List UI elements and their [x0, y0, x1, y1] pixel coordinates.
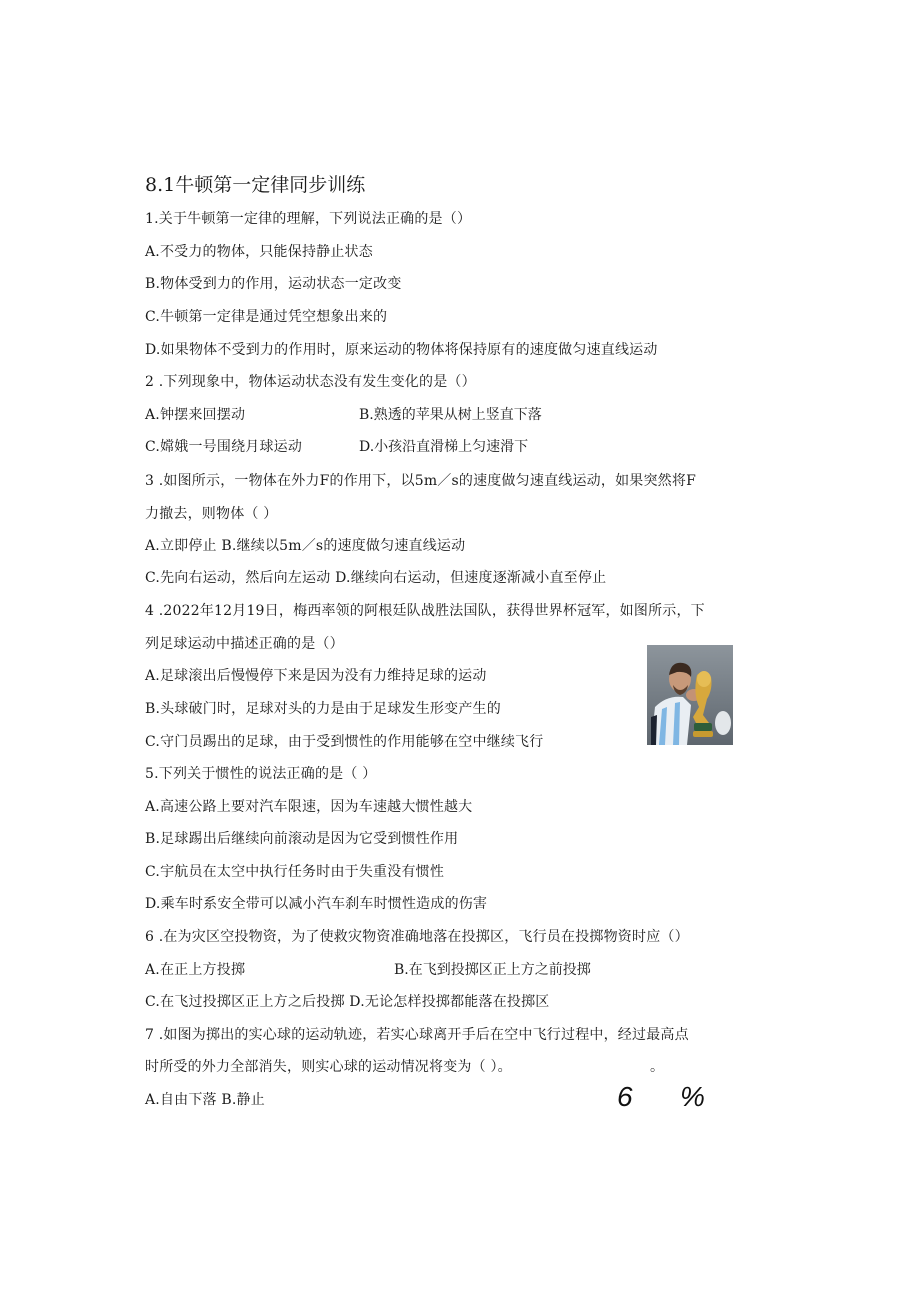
question-7-stem-line2: 时所受的外力全部消失，则实心球的运动情况将变为（ ）。 [145, 1059, 512, 1075]
question-2-option-b: B.熟透的苹果从树上竖直下落 [359, 407, 542, 423]
question-7-stray-mark: 。 [650, 1059, 664, 1075]
question-4-option-b: B.头球破门时，足球对头的力是由于足球发生形变产生的 [145, 701, 501, 717]
question-5-option-d: D.乘车时系安全带可以减小汽车刹车时惯性造成的伤害 [145, 896, 488, 912]
question-4-stem-line1: 4 .2022年12月19日，梅西率领的阿根廷队战胜法国队，获得世界杯冠军，如图所示，下 [145, 603, 705, 619]
question-6-options-cd: C.在飞过投掷区正上方之后投掷 D.无论怎样投掷都能落在投掷区 [145, 994, 550, 1010]
question-5-stem: 5.下列关于惯性的说法正确的是（ ） [145, 766, 377, 782]
question-3-options-ab: A.立即停止 B.继续以5m／s的速度做匀速直线运动 [145, 538, 466, 554]
question-3-stem-line2: 力撤去，则物体（ ） [145, 506, 278, 522]
question-5-option-b: B.足球踢出后继续向前滚动是因为它受到惯性作用 [145, 831, 459, 847]
question-4-option-c: C.守门员踢出的足球，由于受到惯性的作用能够在空中继续飞行 [145, 734, 544, 750]
question-3-options-cd: C.先向右运动，然后向左运动 D.继续向右运动，但速度逐渐减小直至停止 [145, 570, 607, 586]
question-6-option-b: B.在飞到投掷区正上方之前投掷 [394, 962, 591, 978]
question-6-stem: 6 .在为灾区空投物资，为了使救灾物资准确地落在投掷区，飞行员在投掷物资时应（） [145, 929, 689, 945]
trophy-photo [647, 645, 733, 745]
question-4-stem-line2: 列足球运动中描述正确的是（） [145, 636, 344, 652]
question-1-option-d: D.如果物体不受到力的作用时，原来运动的物体将保持原有的速度做匀速直线运动 [145, 342, 658, 358]
question-6-option-a: A.在正上方投掷 [145, 962, 246, 978]
question-1-option-a: A.不受力的物体，只能保持静止状态 [145, 244, 373, 260]
question-1-option-c: C.牛顿第一定律是通过凭空想象出来的 [145, 309, 388, 325]
trophy-photo-illustration [647, 645, 733, 745]
question-7-options-ab: A.自由下落 B.静止 [145, 1092, 265, 1108]
question-2-stem: 2 .下列现象中，物体运动状态没有发生变化的是（） [145, 374, 476, 390]
question-5-option-a: A.高速公路上要对汽车限速，因为车速越大惯性越大 [145, 799, 473, 815]
question-5-option-c: C.宇航员在太空中执行任务时由于失重没有惯性 [145, 864, 445, 880]
stray-six: 6 [617, 1081, 633, 1112]
question-1-option-b: B.物体受到力的作用，运动状态一定改变 [145, 276, 402, 292]
question-2-option-c: C.嫦娥一号围绕月球运动 [145, 439, 303, 455]
page-title: 8.1牛顿第一定律同步训练 [145, 174, 366, 196]
question-1-stem: 1.关于牛顿第一定律的理解，下列说法正确的是（） [145, 211, 472, 227]
question-3-stem-line1: 3 .如图所示，一物体在外力F的作用下，以5m／s的速度做匀速直线运动，如果突然将F [145, 473, 697, 489]
question-2-option-d: D.小孩沿直滑梯上匀速滑下 [359, 439, 529, 455]
question-2-option-a: A.钟摆来回摆动 [145, 407, 246, 423]
question-4-option-a: A.足球滚出后慢慢停下来是因为没有力维持足球的运动 [145, 668, 487, 684]
stray-percent: % [680, 1081, 705, 1112]
question-7-stem-line1: 7 .如图为掷出的实心球的运动轨迹，若实心球离开手后在空中飞行过程中，经过最高点 [145, 1027, 689, 1043]
